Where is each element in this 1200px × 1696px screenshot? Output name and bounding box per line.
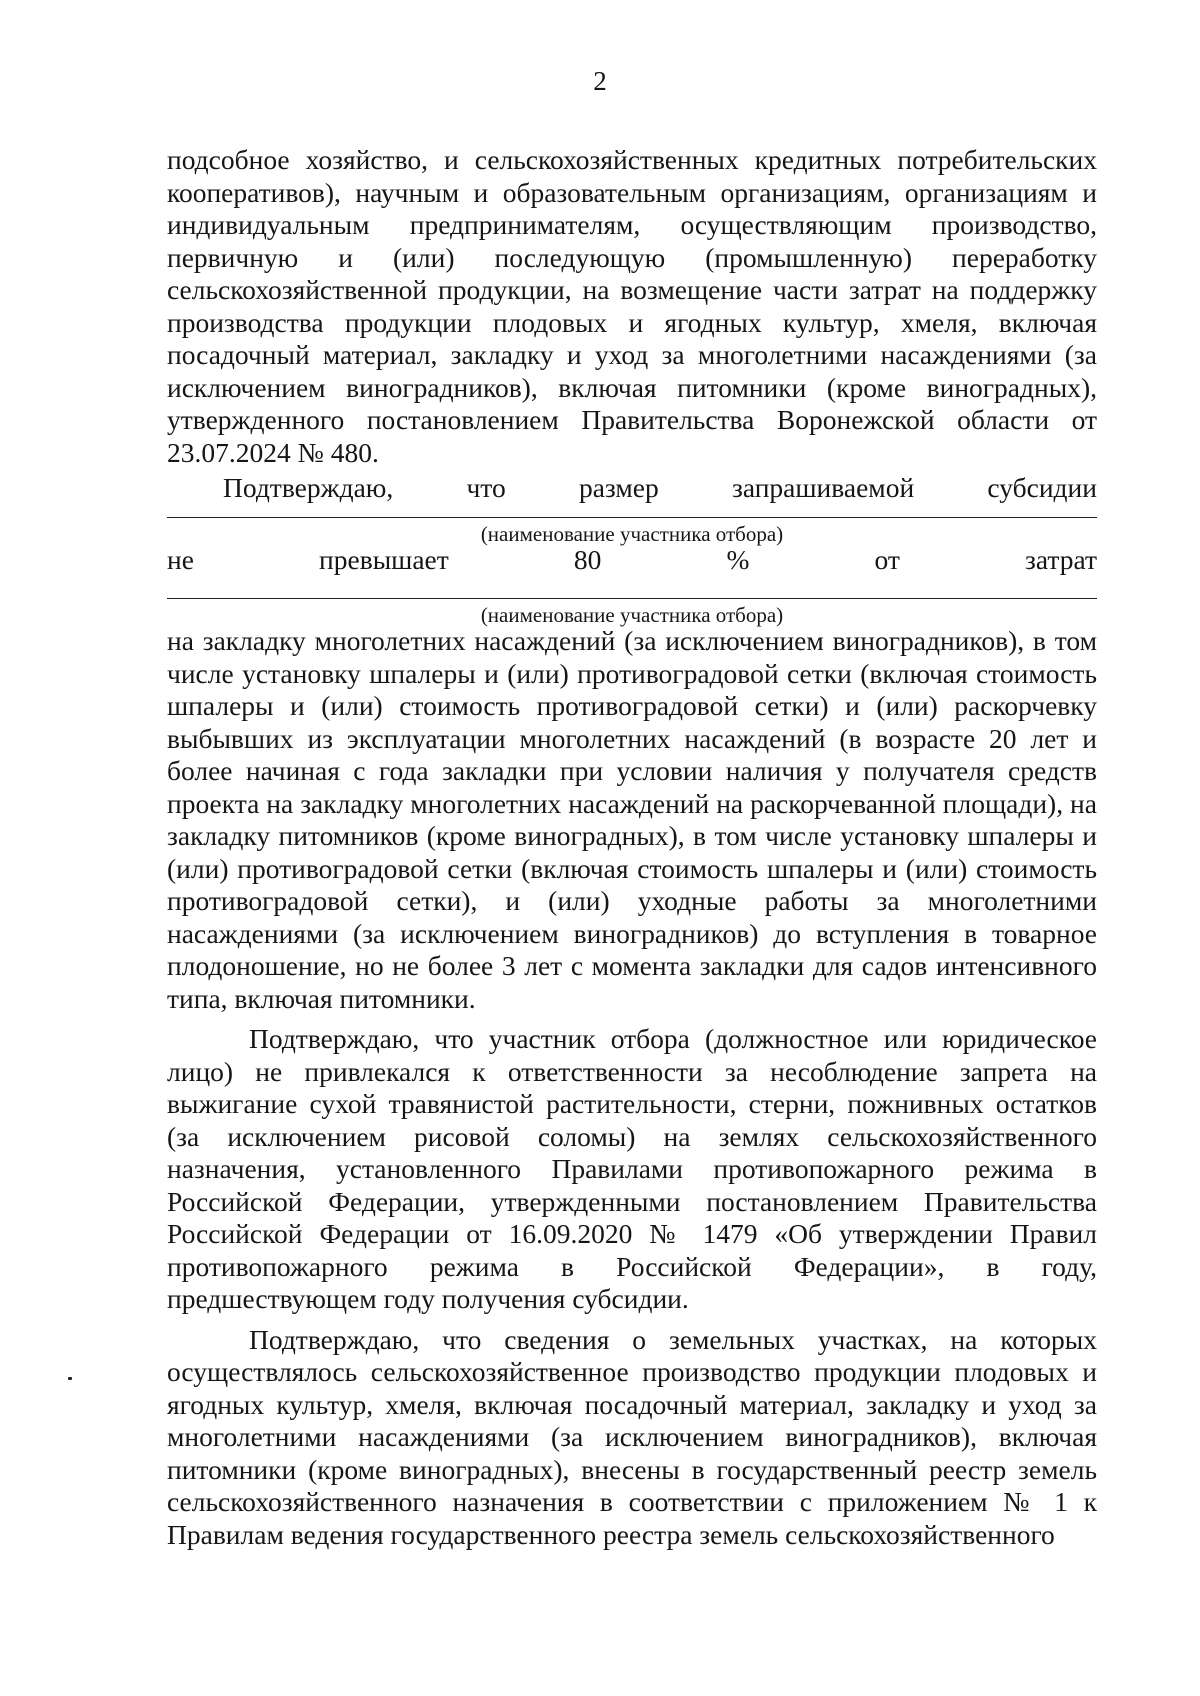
paragraph-fire-regime: Подтверждаю, что участник отбора (должностное или юридическое лицо) не привлекался к ответственности за несоблюдение запрета на выжигание сухой травянистой растительности, стерни, пожнивных остатков (за исключением рисовой соломы) на землях сельскохозяйственного назначения, установленного Правилами противопожарного режима в Российской Федерации, утвержденными постановлением Правительства Российской Федерации от 16.09.2020 № 1479 «Об утверждении Правил противопожарного режима в Российской Федерации», в году, предшествующем году получения субсидии. — [167, 1023, 1097, 1314]
line-word: субсидии — [987, 472, 1097, 503]
line-word: затрат — [1024, 543, 1097, 575]
percent-value: 80 — [573, 543, 602, 575]
document-body — [167, 144, 1097, 1551]
paragraph-continued: подсобное хозяйство, и сельскохозяйственных кредитных потребительских кооперативов), научным и образовательным организациям, организациям и индивидуальным предпринимателям, осуществляющим производство, первичную и (или) последующую (промышленную) переработку сельскохозяйственной продукции, на возмещение части затрат на поддержку производства продукции плодовых и ягодных культур, хмеля, включая посадочный материал, закладку и уход за многолетними насаждениями (за исключением виноградников), включая питомники (кроме виноградных), утвержденного постановлением Правительства Воронежской области от 23.07.2024 № 480. — [167, 144, 1097, 468]
line-word: % — [726, 543, 750, 575]
line-word: не — [167, 543, 194, 575]
not-exceed-percent-line — [167, 544, 1097, 577]
participant-name-caption-1: (наименование участника отбора) — [480, 521, 784, 546]
line-word: превышает — [319, 543, 449, 575]
paragraph-land-registry: Подтверждаю, что сведения о земельных участках, на которых осуществлялось сельскохозяйственное производство продукции плодовых и ягодных культур, хмеля, включая посадочный материал, закладку и уход за многолетними насаждениями (за исключением виноградников), включая питомники (кроме виноградных), внесены в государственный реестр земель сельскохозяйственного назначения в соответствии с приложением № 1 к Правилам ведения государственного реестра земель сельскохозяйственного — [167, 1323, 1097, 1550]
line-word: Подтверждаю, — [223, 472, 394, 503]
scan-speck — [68, 1377, 72, 1380]
confirm-subsidy-size-line — [167, 472, 1097, 505]
line-word: что — [466, 472, 506, 503]
participant-name-caption-2: (наименование участника отбора) — [480, 603, 784, 627]
line-word: от — [874, 543, 900, 575]
line-word: запрашиваемой — [731, 472, 915, 503]
page-number: 2 — [593, 66, 607, 96]
participant-name-blank-1[interactable] — [167, 517, 1097, 518]
line-word: размер — [578, 472, 659, 503]
participant-name-blank-2[interactable] — [167, 598, 1097, 599]
paragraph-costs: на закладку многолетних насаждений (за исключением виноградников), в том числе установку шпалеры и (или) противоградовой сетки (включая стоимость шпалеры и (или) стоимость противоградовой сетки) и (или) раскорчевку выбывших из эксплуатации многолетних насаждений (в возрасте 20 лет и более начиная с года закладки при условии наличия у получателя средств проекта на закладку многолетних насаждений на раскорчеванной площади), на закладку питомников (кроме виноградных), в том числе установку шпалеры и (или) противоградовой сетки (включая стоимость шпалеры и (или) стоимость противоградовой сетки), и (или) уходные работы за многолетними насаждениями (за исключением виноградников) до вступления в товарное плодоношение, но не более 3 лет с момента закладки для садов интенсивного типа, включая питомники. — [167, 625, 1097, 1014]
